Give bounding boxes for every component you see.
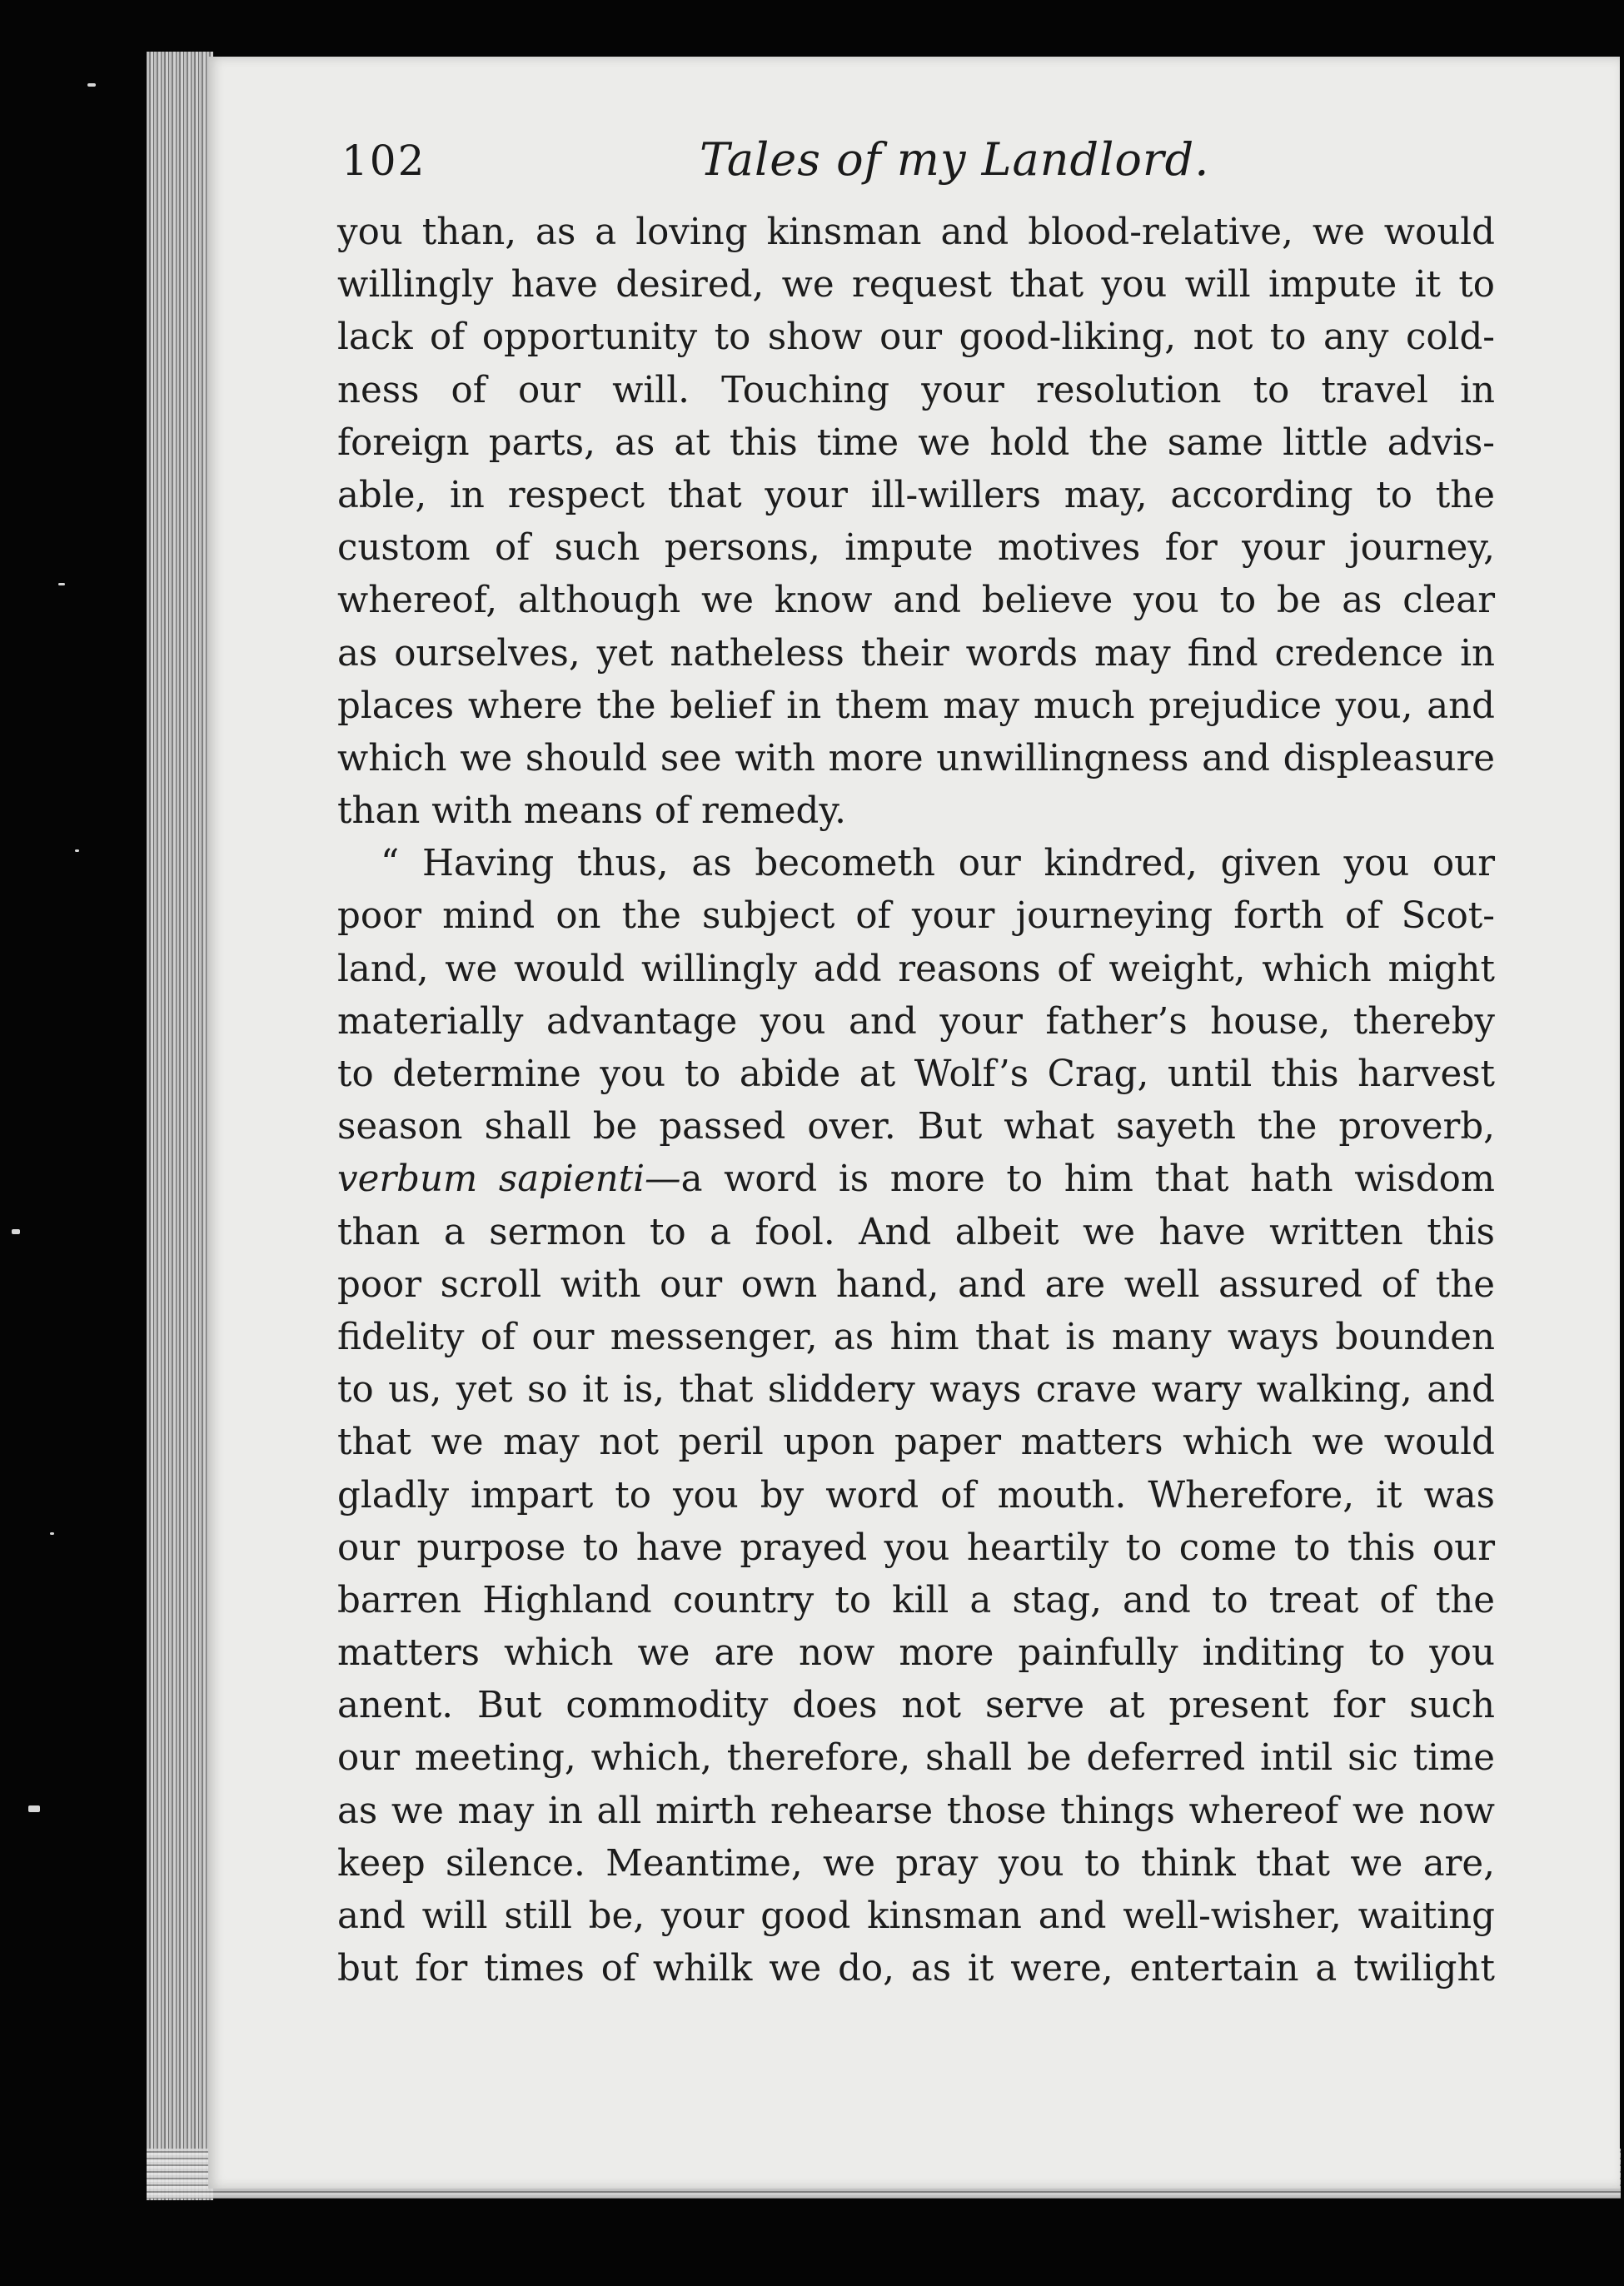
text-line: gladly impart to you by word of mouth. Wherefore, it was bbox=[337, 1474, 1495, 1517]
text-line: matters which we are now more painfully inditing to you bbox=[337, 1632, 1495, 1675]
text-line: to determine you to abide at Wolf’s Crag, until this harvest bbox=[337, 1053, 1495, 1095]
text-line: keep silence. Meantime, we pray you to think that we are, bbox=[337, 1842, 1495, 1885]
text-line: than with means of remedy. bbox=[337, 790, 846, 833]
text-line: as ourselves, yet natheless their words may find credence in bbox=[337, 632, 1495, 675]
book-page bbox=[208, 57, 1620, 2189]
page-edges-left bbox=[147, 52, 213, 2200]
text-line: fidelity of our messenger, as him that is many ways bounden bbox=[337, 1316, 1495, 1358]
running-head bbox=[208, 57, 1620, 190]
text-line: that we may not peril upon paper matters which we would bbox=[337, 1422, 1495, 1464]
text-line: but for times of whilk we do, as it were, entertain a twilight bbox=[337, 1948, 1495, 1990]
text-line: land, we would willingly add reasons of weight, which might bbox=[337, 948, 1495, 990]
dust-speck bbox=[87, 83, 96, 87]
dust-speck bbox=[58, 583, 65, 585]
text-line-with-latin bbox=[337, 1153, 1495, 1206]
text-line: willingly have desired, we request that you will impute it to bbox=[337, 264, 1495, 306]
dust-speck bbox=[28, 1805, 40, 1812]
paragraph-start-line: “ Having thus, as becometh our kindred, given you our bbox=[381, 843, 1495, 885]
text-line: lack of opportunity to show our good-liking, not to any cold- bbox=[337, 316, 1495, 359]
latin-phrase: verbum sapienti— bbox=[337, 1158, 681, 1201]
text-line: ness of our will. Touching your resolution to travel in bbox=[337, 369, 1495, 411]
text-line: anent. But commodity does not serve at present for such bbox=[337, 1685, 1495, 1727]
running-title: Tales of my Landlord. bbox=[700, 133, 1210, 186]
text-line: season shall be passed over. But what sayeth the proverb, bbox=[337, 1106, 1495, 1148]
text-line: and will still be, your good kinsman and well-wisher, waiting bbox=[337, 1895, 1495, 1937]
text-line: able, in respect that your ill-willers may, according to the bbox=[337, 474, 1495, 516]
text-line: to us, yet so it is, that sliddery ways crave wary walking, and bbox=[337, 1369, 1495, 1412]
text-line: our purpose to have prayed you heartily to come to this our bbox=[337, 1526, 1495, 1569]
text-line: poor scroll with our own hand, and are well assured of the bbox=[337, 1263, 1495, 1306]
text-line-rest: a word is more to him that hath wisdom bbox=[680, 1158, 1496, 1201]
text-line: custom of such persons, impute motives for your journey, bbox=[337, 527, 1495, 570]
text-line: than a sermon to a fool. And albeit we have written this bbox=[337, 1211, 1495, 1253]
text-line: which we should see with more unwillingness and displeasure bbox=[337, 737, 1495, 779]
text-line: poor mind on the subject of your journeying forth of Scot- bbox=[337, 895, 1495, 938]
text-line: whereof, although we know and believe you to be as clear bbox=[337, 580, 1495, 622]
text-line: barren Highland country to kill a stag, and to treat of the bbox=[337, 1579, 1495, 1621]
text-line: materially advantage you and your father’s house, thereby bbox=[337, 1000, 1495, 1043]
page-number: 102 bbox=[341, 137, 426, 185]
text-line: foreign parts, as at this time we hold the same little advis- bbox=[337, 421, 1495, 464]
text-line: places where the belief in them may much prejudice you, and bbox=[337, 685, 1495, 727]
dust-speck bbox=[50, 1532, 54, 1535]
dust-speck bbox=[12, 1229, 20, 1234]
dust-speck bbox=[75, 849, 79, 852]
text-line: you than, as a loving kinsman and blood-relative, we would bbox=[337, 212, 1495, 253]
text-line: as we may in all mirth rehearse those things whereof we now bbox=[337, 1790, 1495, 1832]
text-line: our meeting, which, therefore, shall be deferred intil sic time bbox=[337, 1737, 1495, 1780]
body-text bbox=[337, 207, 1495, 1995]
